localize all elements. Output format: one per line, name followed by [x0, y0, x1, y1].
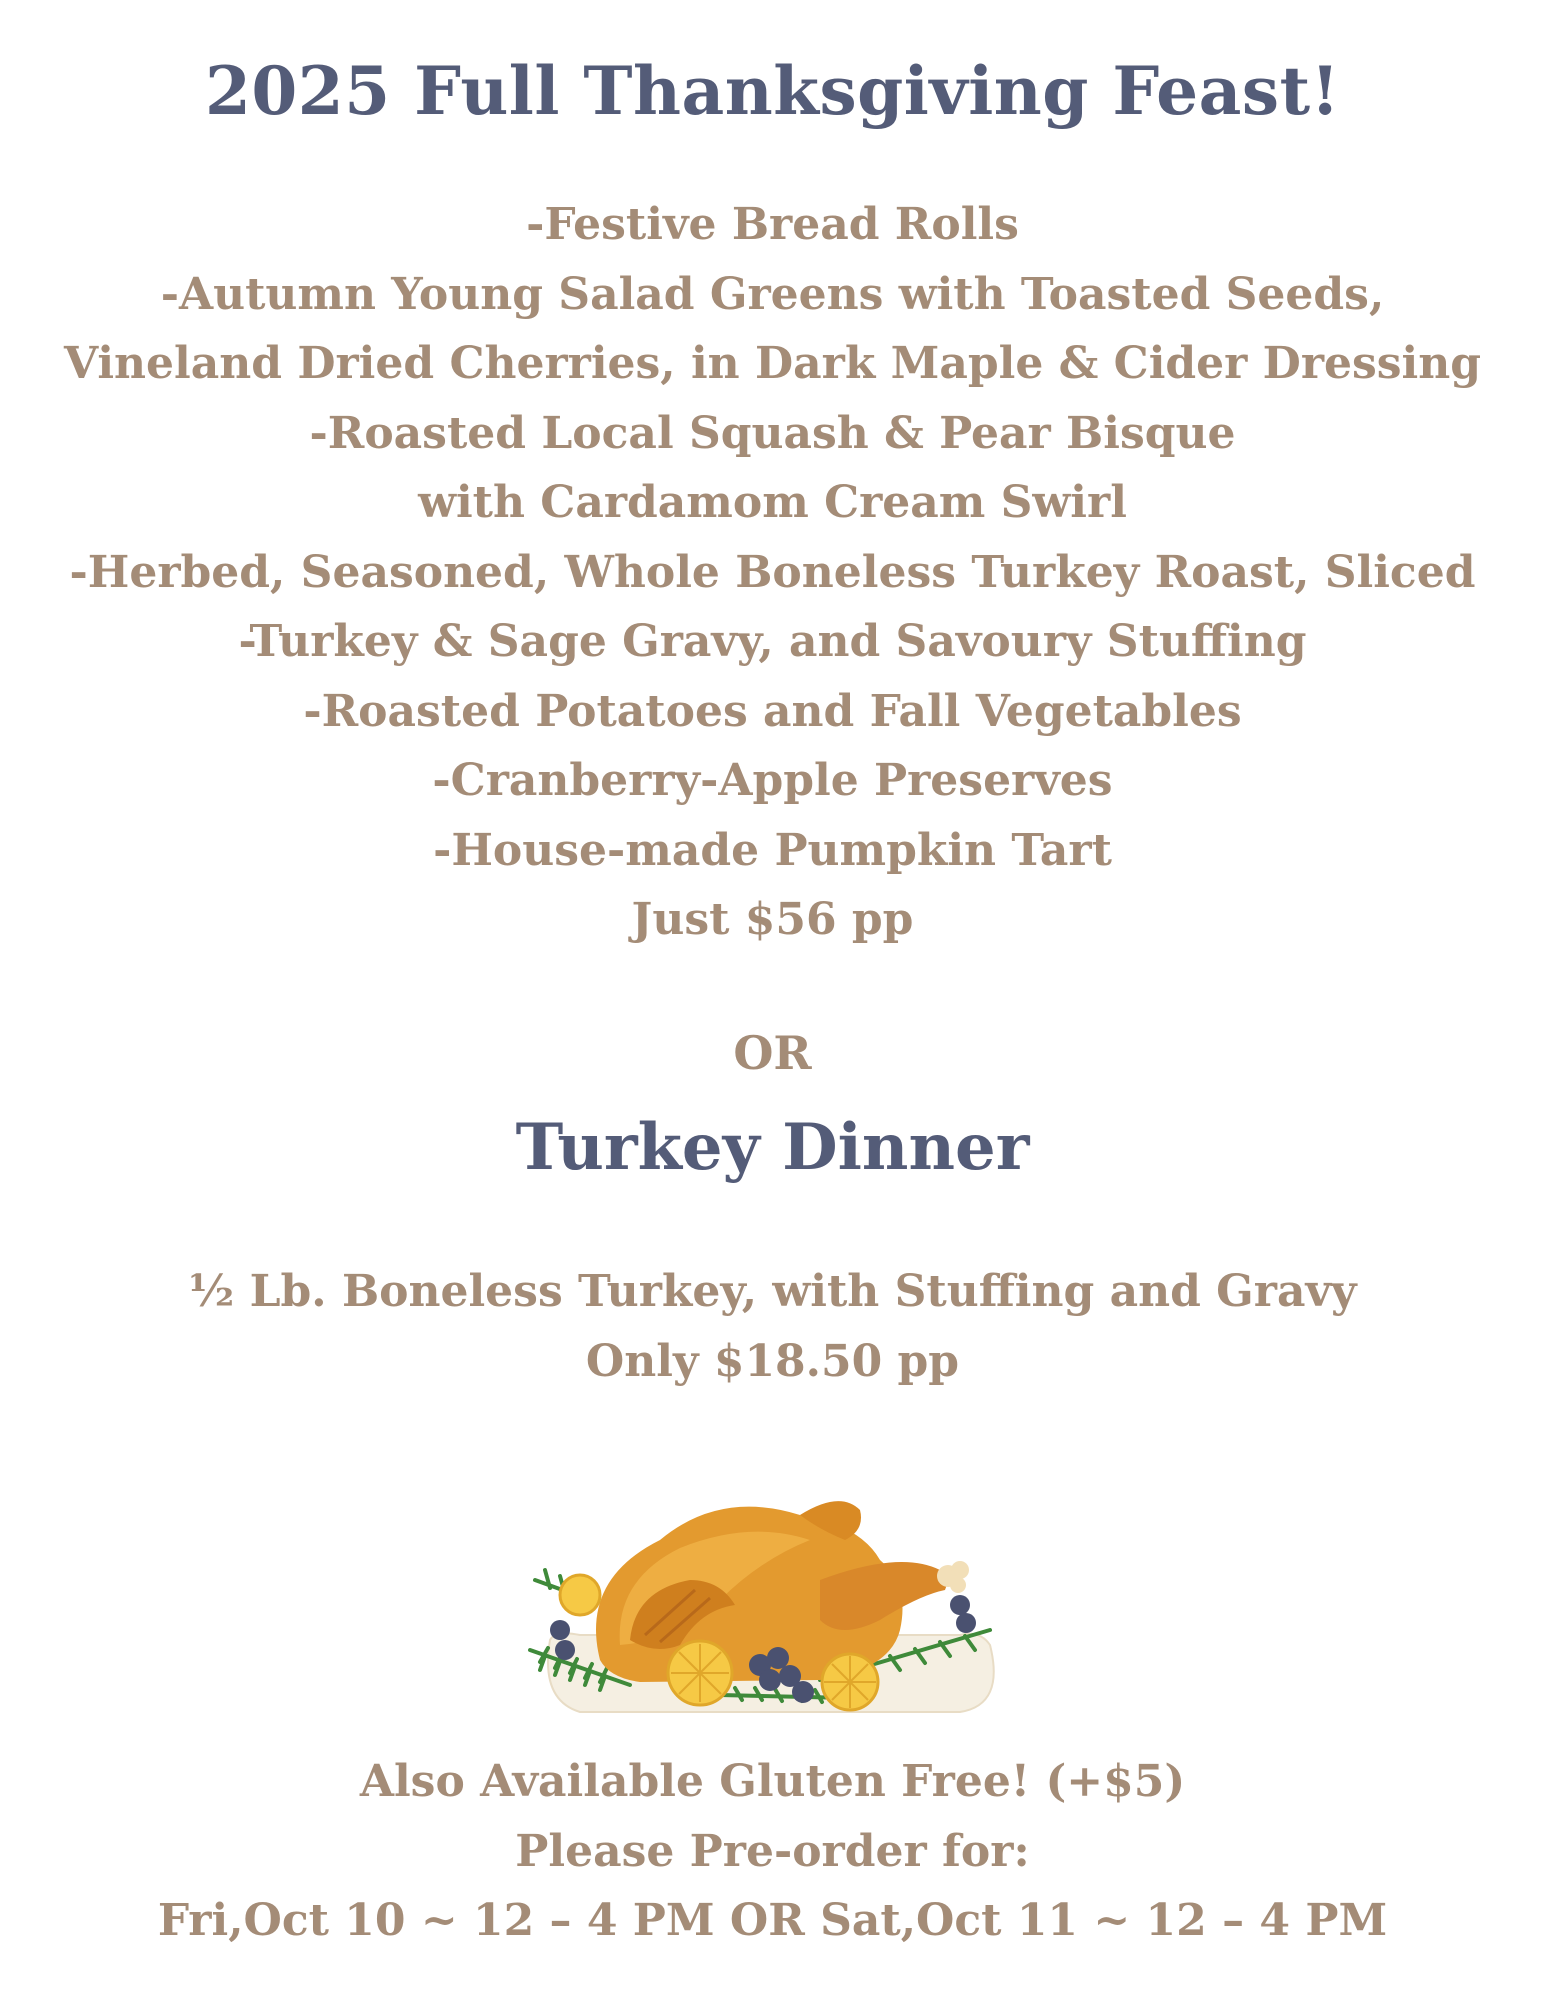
feast-item: -Cranberry-Apple Preserves [432, 755, 1113, 806]
gluten-free-note: Also Available Gluten Free! (+$5) [359, 1756, 1186, 1807]
pickup-dates: Fri,Oct 10 ~ 12 – 4 PM OR Sat,Oct 11 ~ 12 – 4 PM [157, 1895, 1388, 1946]
feast-item: -Turkey & Sage Gravy, and Savoury Stuffing [238, 616, 1307, 667]
turkey-dinner-price: Only $18.50 pp [585, 1335, 960, 1387]
turkey-dinner-details [0, 1257, 1545, 1396]
feast-item: -Herbed, Seasoned, Whole Boneless Turkey Roast, Sliced [69, 546, 1476, 598]
feast-item: -Roasted Potatoes and Fall Vegetables [303, 685, 1242, 737]
footer-info [0, 1747, 1545, 1956]
turkey-dinner-heading: Turkey Dinner [515, 1110, 1030, 1185]
feast-item: -Autumn Young Salad Greens with Toasted Seeds, [160, 268, 1385, 320]
feast-menu-list [0, 190, 1545, 955]
feast-item: with Cardamom Cream Swirl [418, 477, 1127, 528]
page-title: 2025 Full Thanksgiving Feast! [204, 52, 1341, 130]
feast-item: Vineland Dried Cherries, in Dark Maple & Cider Dressing [63, 338, 1482, 389]
turkey-dinner-description: ½ Lb. Boneless Turkey, with Stuffing and Gravy [188, 1266, 1357, 1317]
feast-item: -Festive Bread Rolls [526, 199, 1019, 250]
preorder-note: Please Pre-order for: [515, 1825, 1030, 1877]
roast-turkey-illustration [520, 1430, 1020, 1720]
feast-price: Just $56 pp [631, 894, 914, 945]
feast-item: -House-made Pumpkin Tart [433, 824, 1112, 876]
or-divider: OR [733, 1026, 812, 1080]
feast-item: -Roasted Local Squash & Pear Bisque [309, 407, 1236, 459]
